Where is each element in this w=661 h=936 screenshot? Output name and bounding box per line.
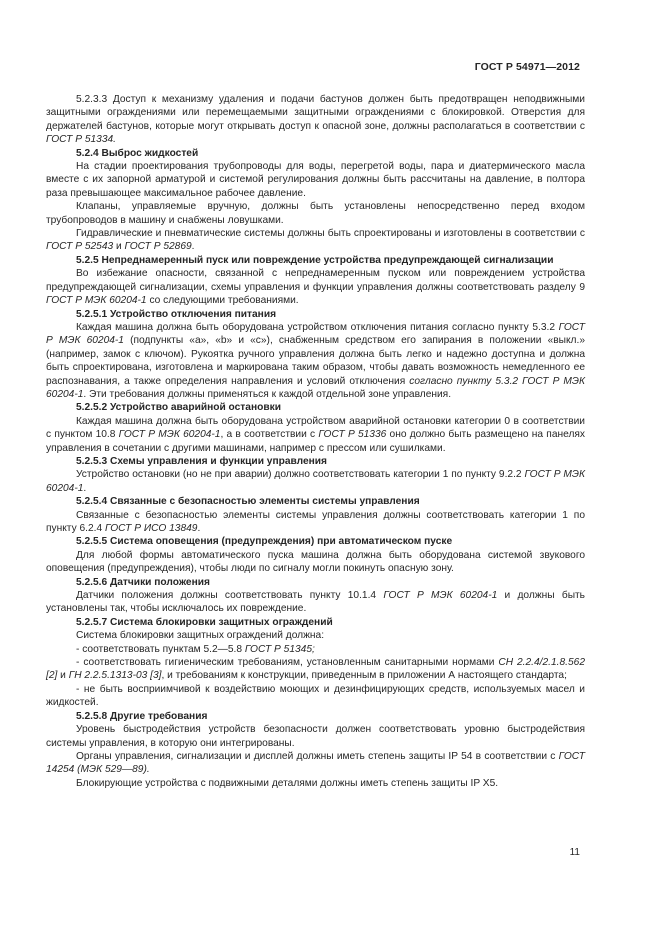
body-paragraph: Для любой формы автоматического пуска машина должна быть оборудована системой звукового оповещения (предупреждения), чтобы люди по сигналу могли покинуть опасную зону. (46, 549, 585, 575)
body-paragraph: - соответствовать пунктам 5.2—5.8 ГОСТ Р 51345; (76, 643, 315, 655)
body-paragraph: Во избежание опасности, связанной с непреднамеренным пуском или повреждением устройства предупреждающей сигнализации, схемы управления и функции управления должны соответствовать разделу 9 ГОСТ Р МЭК 60204-1 со следующими требованиями. (46, 268, 585, 307)
body-paragraph: Система блокировки защитных ограждений должна: (76, 630, 325, 642)
body-paragraph: Устройство остановки (но не при аварии) должно соответствовать категории 1 по пункту 9.2.2 ГОСТ Р МЭК 60204-1. (46, 469, 585, 494)
body-paragraph: Блокирующие устройства с подвижными деталями должны иметь степень защиты IP X5. (76, 777, 499, 789)
section-heading: 5.2.5.1 Устройство отключения питания (76, 308, 277, 320)
body-paragraph: - соответствовать гигиеническим требованиям, установленным санитарными нормами СН 2.2.4/2.1.8.562 [2] и ГН 2.2.5.1313-03 [3], и требованиям к конструкции, приведенным в приложении А настоящего стандарта; (46, 657, 585, 682)
body-paragraph: - не быть восприимчивой к воздействию моющих и дезинфицирующих средств, используемых масел и жидкостей. (46, 683, 585, 709)
body-paragraph: Органы управления, сигнализации и дисплей должны иметь степень защиты IP 54 в соответствии с ГОСТ 14254 (МЭК 529—89). (46, 750, 585, 776)
section-heading: 5.2.5 Непреднамеренный пуск или повреждение устройства предупреждающей сигнализации (76, 254, 554, 266)
body-paragraph: Каждая машина должна быть оборудована устройством отключения питания согласно пункту 5.3.2 ГОСТ Р МЭК 60204-1 (подпункты «а», «b» и «c»), снабженным средством его запирания в положении «выкл.» (например, замок с ключом). Рукоятка ручного управления должна быть легко и надежно доступна и должна быть спроектирована, изготовлена и маркирована таким образом, чтобы давать возможность немедленного ее распознавания, а также определения направления и условий отключения согласно пункту 5.3.2 ГОСТ Р МЭК 60204-1. Эти требования должны применяться к каждой отдельной зоне управления. (46, 321, 586, 400)
section-heading: 5.2.4 Выброс жидкостей (76, 147, 199, 159)
section-heading: 5.2.5.3 Схемы управления и функции управления (76, 455, 327, 467)
section-heading: 5.2.5.6 Датчики положения (76, 576, 210, 588)
page-number: 11 (569, 847, 580, 858)
section-heading: 5.2.5.8 Другие требования (76, 710, 208, 722)
body-paragraph: Гидравлические и пневматические системы должны быть спроектированы и изготовлены в соответствии с ГОСТ Р 52543 и ГОСТ Р 52869. (46, 228, 585, 253)
section-heading: 5.2.5.5 Система оповещения (предупреждения) при автоматическом пуске (76, 536, 453, 548)
section-heading: 5.2.5.2 Устройство аварийной остановки (76, 402, 281, 414)
section-heading: 5.2.5.7 Система блокировки защитных ограждений (76, 616, 333, 628)
body-paragraph: Клапаны, управляемые вручную, должны быть установлены непосредственно перед входом трубопроводов в машину и снабжены ловушками. (46, 201, 585, 226)
body-paragraph: 5.2.3.3 Доступ к механизму удаления и подачи бастунов должен быть предотвращен неподвижными защитными ограждениями или перемещаемыми защитными ограждениями с блокировкой. Отверстия для держателей бастунов, которые могут открывать доступ к опасной зоне, должны располагаться в соответствии с ГОСТ Р 51334. (46, 94, 585, 146)
section-heading: 5.2.5.4 Связанные с безопасностью элементы системы управления (76, 496, 420, 508)
body-paragraph: Датчики положения должны соответствовать пункту 10.1.4 ГОСТ Р МЭК 60204-1 и должны быть установлены так, чтобы исключалось их повреждение. (46, 590, 585, 615)
document-number: ГОСТ Р 54971—2012 (474, 61, 580, 73)
document-body (46, 93, 585, 790)
body-paragraph: На стадии проектирования трубопроводы для воды, перегретой воды, пара и диатермического масла вместе с их запорной арматурой и системой регулирования должны быть рассчитаны на давление, в полтора раза превышающее максимальное рабочее давление. (46, 161, 585, 199)
body-paragraph: Каждая машина должна быть оборудована устройством аварийной остановки категории 0 в соответствии с пунктом 10.8 ГОСТ Р МЭК 60204-1, а в соответствии с ГОСТ Р 51336 оно должно быть размещено на панелях управления в сочетании с другими машинами, например с прессом или сушилками. (46, 415, 585, 454)
body-paragraph: Связанные с безопасностью элементы системы управления должны соответствовать категории 1 по пункту 6.2.4 ГОСТ Р ИСО 13849. (46, 509, 585, 534)
body-paragraph: Уровень быстродействия устройств безопасности должен соответствовать уровню быстродействия системы управления, в которую они интегрированы. (46, 724, 585, 749)
